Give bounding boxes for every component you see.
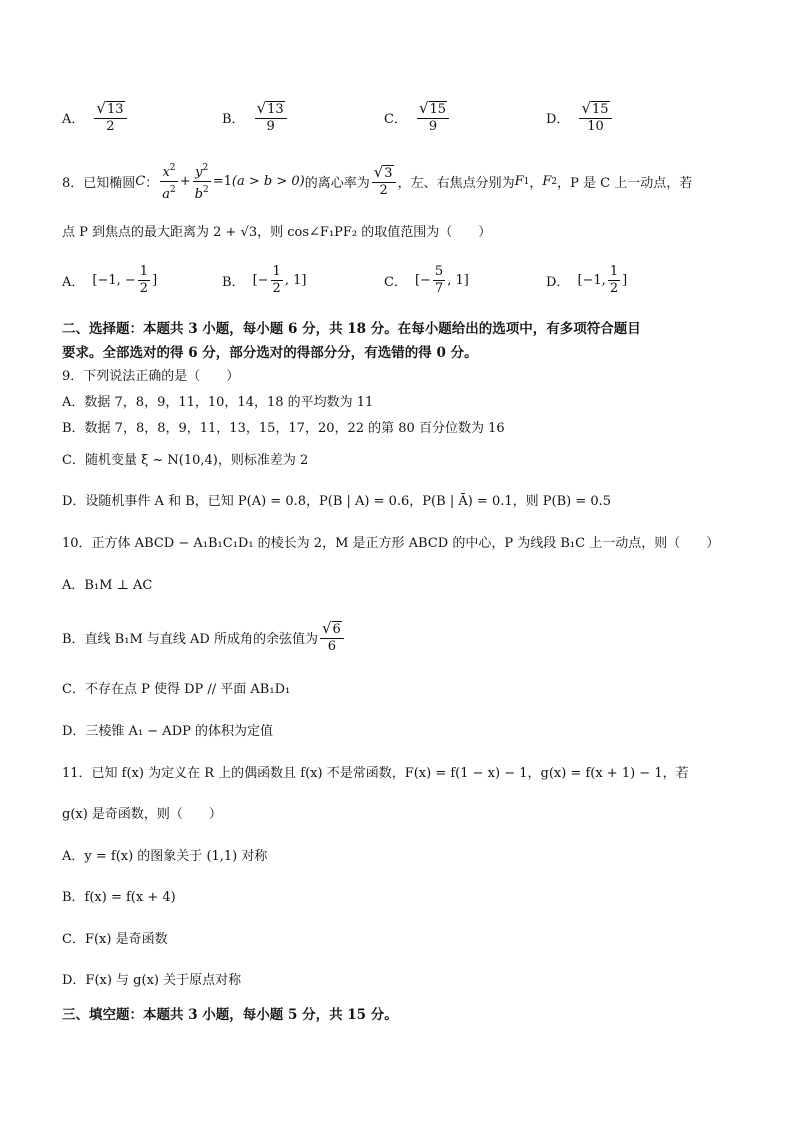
q11-option-b: B．f(x) = f(x + 4)	[62, 890, 176, 905]
fraction: $\frac{√6}{6}$	[320, 620, 344, 655]
q11-option-d: D．F(x) 与 g(x) 关于原点对称	[62, 973, 242, 988]
q9-option-a: A．数据 7，8，9，11，10，14，18 的平均数为 11	[62, 395, 374, 410]
q10-stem: 10．正方体 ABCD − A₁B₁C₁D₁ 的棱长为 2，M 是正方形 ABCD 的中心，P 为线段 B₁C 上一动点，则（ ）	[62, 536, 720, 551]
ellipse-x-term: $\frac{x^2}{a^2}$	[162, 163, 176, 202]
fraction: $\frac{√15}{9}$	[417, 100, 449, 135]
q11-stem-line1: 11．已知 f(x) 为定义在 R 上的偶函数且 f(x) 不是常函数，F(x) = f(1 − x) − 1，g(x) = f(x + 1) − 1，若	[62, 766, 689, 781]
q10-option-d: D．三棱锥 A₁ − ADP 的体积为定值	[62, 724, 274, 739]
q11-option-a: A．y = f(x) 的图象关于 (1,1) 对称	[62, 849, 268, 864]
q9-option-b: B．数据 7，8，8，9，11，13，15，17，20，22 的第 80 百分位数为 16	[62, 421, 505, 436]
option-label: C．	[384, 112, 407, 127]
q9-option-c: C．随机变量 ξ ~ N(10,4)，则标准差为 2	[62, 453, 309, 468]
q11-stem-line2: g(x) 是奇函数，则（ ）	[62, 807, 222, 822]
option-label: B．	[222, 112, 245, 127]
eccentricity: $\frac{√3}{2}$	[372, 164, 396, 199]
option-label: D．	[546, 112, 570, 127]
q9-stem: 9．下列说法正确的是（ ）	[62, 369, 240, 384]
q7-option-a	[62, 100, 129, 135]
q11-option-c: C．F(x) 是奇函数	[62, 932, 168, 947]
fraction: $\frac{√13}{2}$	[94, 100, 126, 135]
q10-option-a: A．B₁M ⊥ AC	[62, 578, 153, 593]
q7-option-b	[222, 100, 289, 135]
ellipse-y-term: $\frac{y^2}{b^2}$	[194, 163, 209, 202]
q8-option-b: B． [− $\frac{1}{2}$ , 1]	[222, 264, 307, 296]
section-3-heading: 三、填空题：本题共 3 小题，每小题 5 分，共 15 分。	[62, 1007, 398, 1023]
fraction: $\frac{√13}{9}$	[255, 100, 287, 135]
q8-stem-line2: 点 P 到焦点的最大距离为 2 + √3，则 cos∠F₁PF₂ 的取值范围为（ ）	[62, 225, 492, 240]
q9-option-d: D．设随机事件 A 和 B，已知 P(A) = 0.8，P(B | A) = 0.6，P(B | Ā) = 0.1，则 P(B) = 0.5	[62, 494, 612, 509]
q8-option-a: A． [−1, − $\frac{1}{2}$ ]	[62, 264, 158, 296]
section-2-heading-line1: 二、选择题：本题共 3 小题，每小题 6 分，共 18 分。在每小题给出的选项中，有多项符合题目	[62, 321, 641, 337]
fraction: $\frac{√15}{10}$	[579, 100, 611, 135]
q10-option-c: C．不存在点 P 使得 DP // 平面 AB₁D₁	[62, 682, 291, 697]
q8-option-c: C． [− $\frac{5}{7}$ , 1]	[384, 264, 469, 296]
q7-option-d	[546, 100, 614, 135]
q7-option-c	[384, 100, 451, 135]
q10-option-b: B．直线 B₁M 与直线 AD 所成角的余弦值为 $\frac{√6}{6}$	[62, 620, 346, 655]
q8-option-d: D． [−1, $\frac{1}{2}$ ]	[546, 264, 628, 296]
option-label: A．	[62, 112, 85, 127]
q8-stem-line1: 8．已知椭圆 C ： $\frac{x^2}{a^2}$ + $\frac{y^2}{b^2}$ =1 (a > b > 0) 的离心率为 $\frac{√3}{2}$ ，左、右焦点分别为 F 1 ， F 2 ，P 是 C 上一动点，若	[62, 160, 692, 203]
section-2-heading-line2: 要求。全部选对的得 6 分，部分选对的得部分分，有选错的得 0 分。	[62, 345, 478, 361]
